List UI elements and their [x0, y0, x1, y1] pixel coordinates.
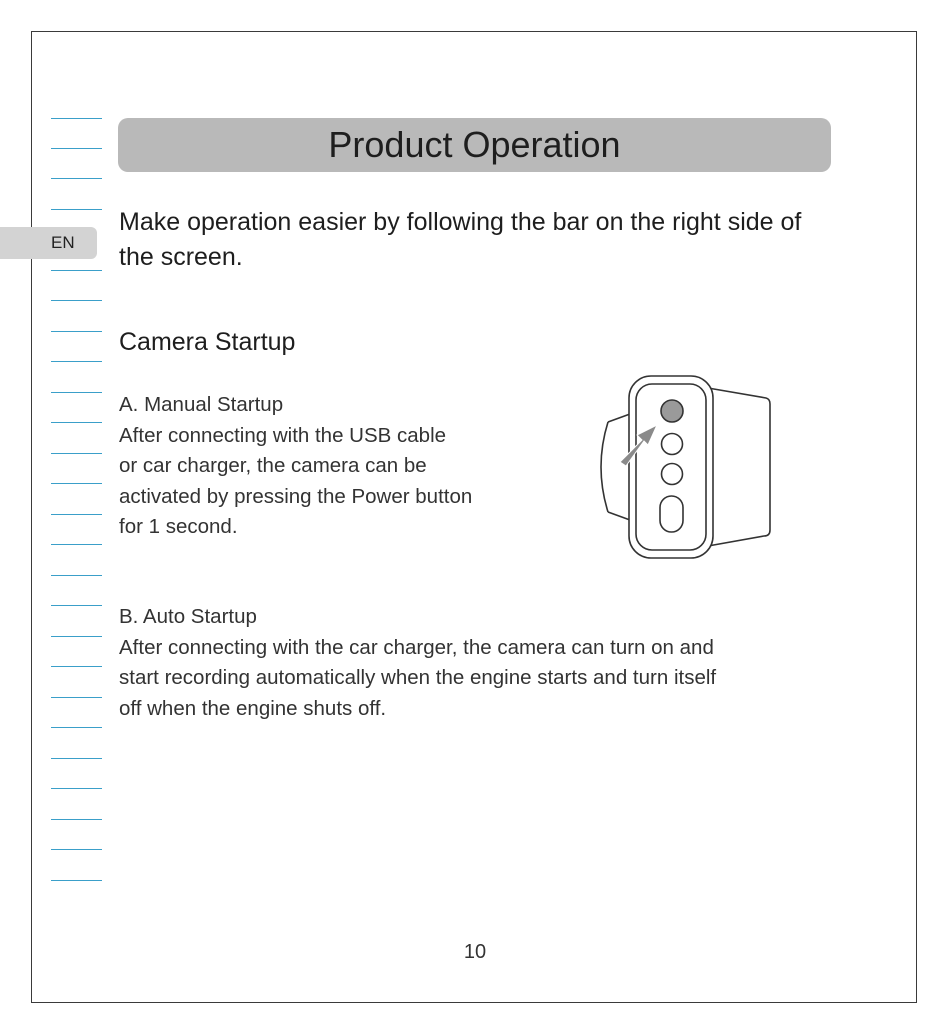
margin-rule-line [51, 361, 102, 362]
manual-startup-line: activated by pressing the Power button [119, 484, 473, 508]
manual-startup-line: for 1 second. [119, 515, 238, 538]
margin-rule-lines [51, 0, 102, 1036]
margin-rule-line [51, 697, 102, 698]
manual-startup-block [119, 390, 549, 543]
margin-rule-line [51, 849, 102, 850]
margin-rule-line [51, 392, 102, 393]
auto-startup-line: start recording automatically when the engine starts and turn itself [119, 666, 717, 689]
auto-startup-line: After connecting with the car charger, the camera can turn on and [119, 635, 714, 659]
oval-button-icon [660, 496, 683, 532]
margin-rule-line [51, 331, 102, 332]
dash-camera-power-button-illustration [596, 374, 772, 560]
round-button-icon [662, 434, 683, 455]
margin-rule-line [51, 209, 102, 210]
margin-rule-line [51, 300, 102, 301]
margin-rule-line [51, 758, 102, 759]
manual-startup-line: or car charger, the camera can be [119, 454, 427, 477]
round-button-icon [662, 464, 683, 485]
margin-rule-line [51, 178, 102, 179]
margin-rule-line [51, 270, 102, 271]
auto-startup-block [119, 602, 839, 724]
margin-rule-line [51, 453, 102, 454]
auto-startup-line: off when the engine shuts off. [119, 696, 387, 720]
page-number: 10 [463, 941, 487, 963]
margin-rule-line [51, 727, 102, 728]
margin-rule-line [51, 666, 102, 667]
language-tab[interactable]: EN [0, 227, 97, 259]
margin-rule-line [51, 118, 102, 119]
margin-rule-line [51, 544, 102, 545]
section-heading: Camera Startup [119, 328, 296, 356]
power-button-icon [661, 400, 683, 422]
manual-startup-heading: A. Manual Startup [119, 393, 284, 416]
margin-rule-line [51, 880, 102, 881]
page-title: Product Operation [118, 118, 831, 172]
margin-rule-line [51, 788, 102, 789]
auto-startup-heading: B. Auto Startup [119, 605, 257, 628]
margin-rule-line [51, 422, 102, 423]
margin-rule-line [51, 148, 102, 149]
intro-text: Make operation easier by following the bar on the right side of the screen. [119, 208, 802, 271]
margin-rule-line [51, 636, 102, 637]
manual-startup-line: After connecting with the USB cable [119, 423, 447, 447]
margin-rule-line [51, 514, 102, 515]
margin-rule-line [51, 819, 102, 820]
margin-rule-line [51, 575, 102, 576]
margin-rule-line [51, 605, 102, 606]
margin-rule-line [51, 483, 102, 484]
